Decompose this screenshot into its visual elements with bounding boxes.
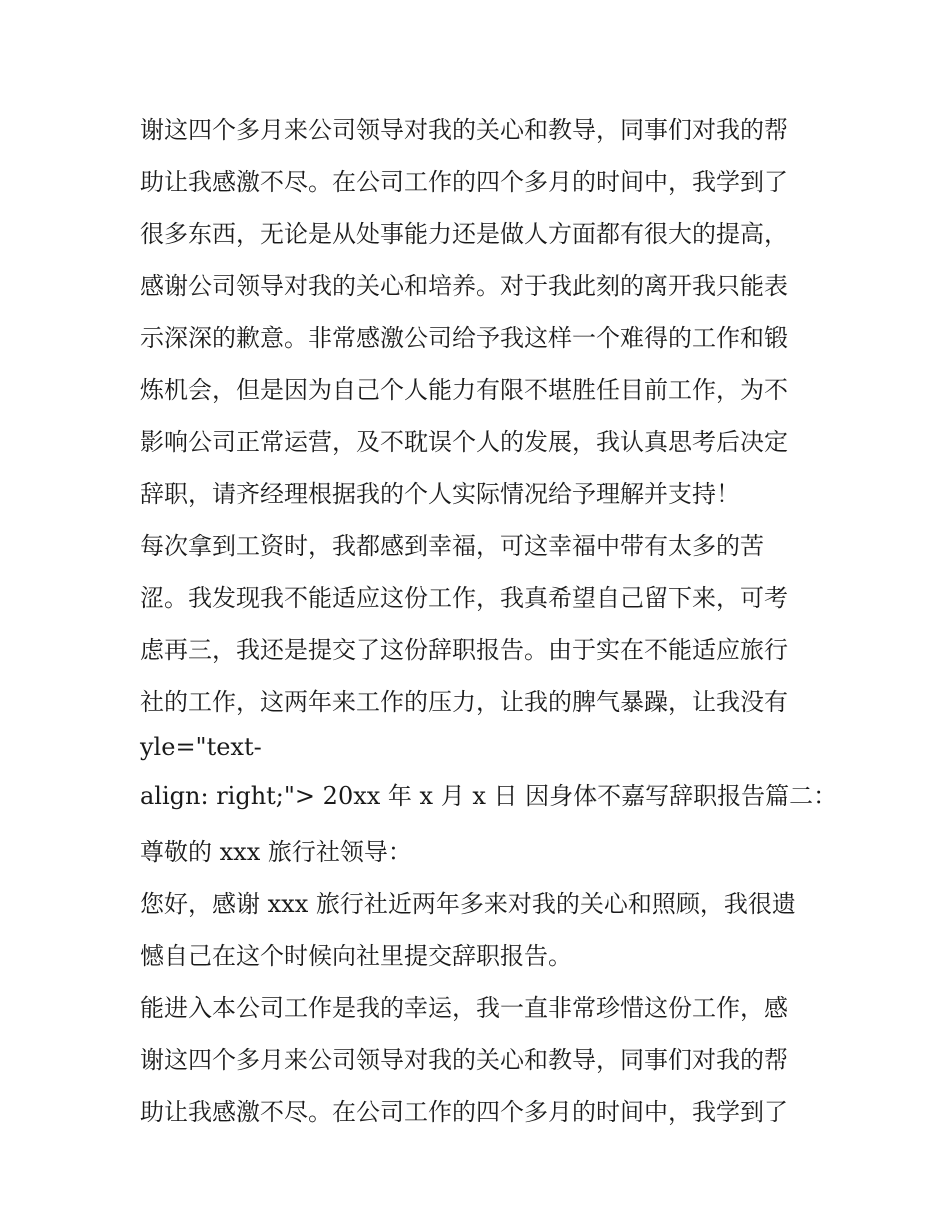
text-line: 辞职，请齐经理根据我的个人实际情况给予理解并支持！ (140, 480, 740, 508)
text-line: 虑再三，我还是提交了这份辞职报告。由于实在不能适应旅行 (140, 636, 788, 664)
text-line: 尊敬的 xxx 旅行社领导： (140, 838, 412, 866)
text-line: 谢这四个多月来公司领导对我的关心和教导，同事们对我的帮 (140, 1046, 788, 1074)
text-line: 每次拿到工资时，我都感到幸福，可这幸福中带有太多的苦 (140, 532, 764, 560)
text-line: 炼机会，但是因为自己个人能力有限不堪胜任目前工作，为不 (140, 376, 788, 404)
text-line: 谢这四个多月来公司领导对我的关心和教导，同事们对我的帮 (140, 116, 788, 144)
text-line: 影响公司正常运营，及不耽误个人的发展，我认真思考后决定 (140, 428, 788, 456)
text-line: 助让我感激不尽。在公司工作的四个多月的时间中，我学到了 (140, 168, 788, 196)
text-line: 能进入本公司工作是我的幸运，我一直非常珍惜这份工作，感 (140, 994, 788, 1022)
text-line: 很多东西，无论是从处事能力还是做人方面都有很大的提高， (140, 220, 788, 248)
text-line: align: right;"> 20xx 年 x 月 x 日 因身体不嘉写辞职报告篇二： (140, 782, 838, 810)
text-line: 憾自己在这个时候向社里提交辞职报告。 (140, 942, 572, 970)
text-line: 助让我感激不尽。在公司工作的四个多月的时间中，我学到了 (140, 1098, 788, 1126)
text-line: yle="text- (140, 733, 262, 761)
text-line: 您好，感谢 xxx 旅行社近两年多来对我的关心和照顾，我很遗 (140, 890, 796, 918)
text-line: 感谢公司领导对我的关心和培养。对于我此刻的离开我只能表 (140, 272, 788, 300)
document-body (140, 104, 838, 1138)
text-line: 涩。我发现我不能适应这份工作，我真希望自己留下来，可考 (140, 584, 788, 612)
text-line: 社的工作，这两年来工作的压力，让我的脾气暴躁，让我没有 (140, 688, 788, 716)
text-line: 示深深的歉意。非常感激公司给予我这样一个难得的工作和锻 (140, 324, 788, 352)
